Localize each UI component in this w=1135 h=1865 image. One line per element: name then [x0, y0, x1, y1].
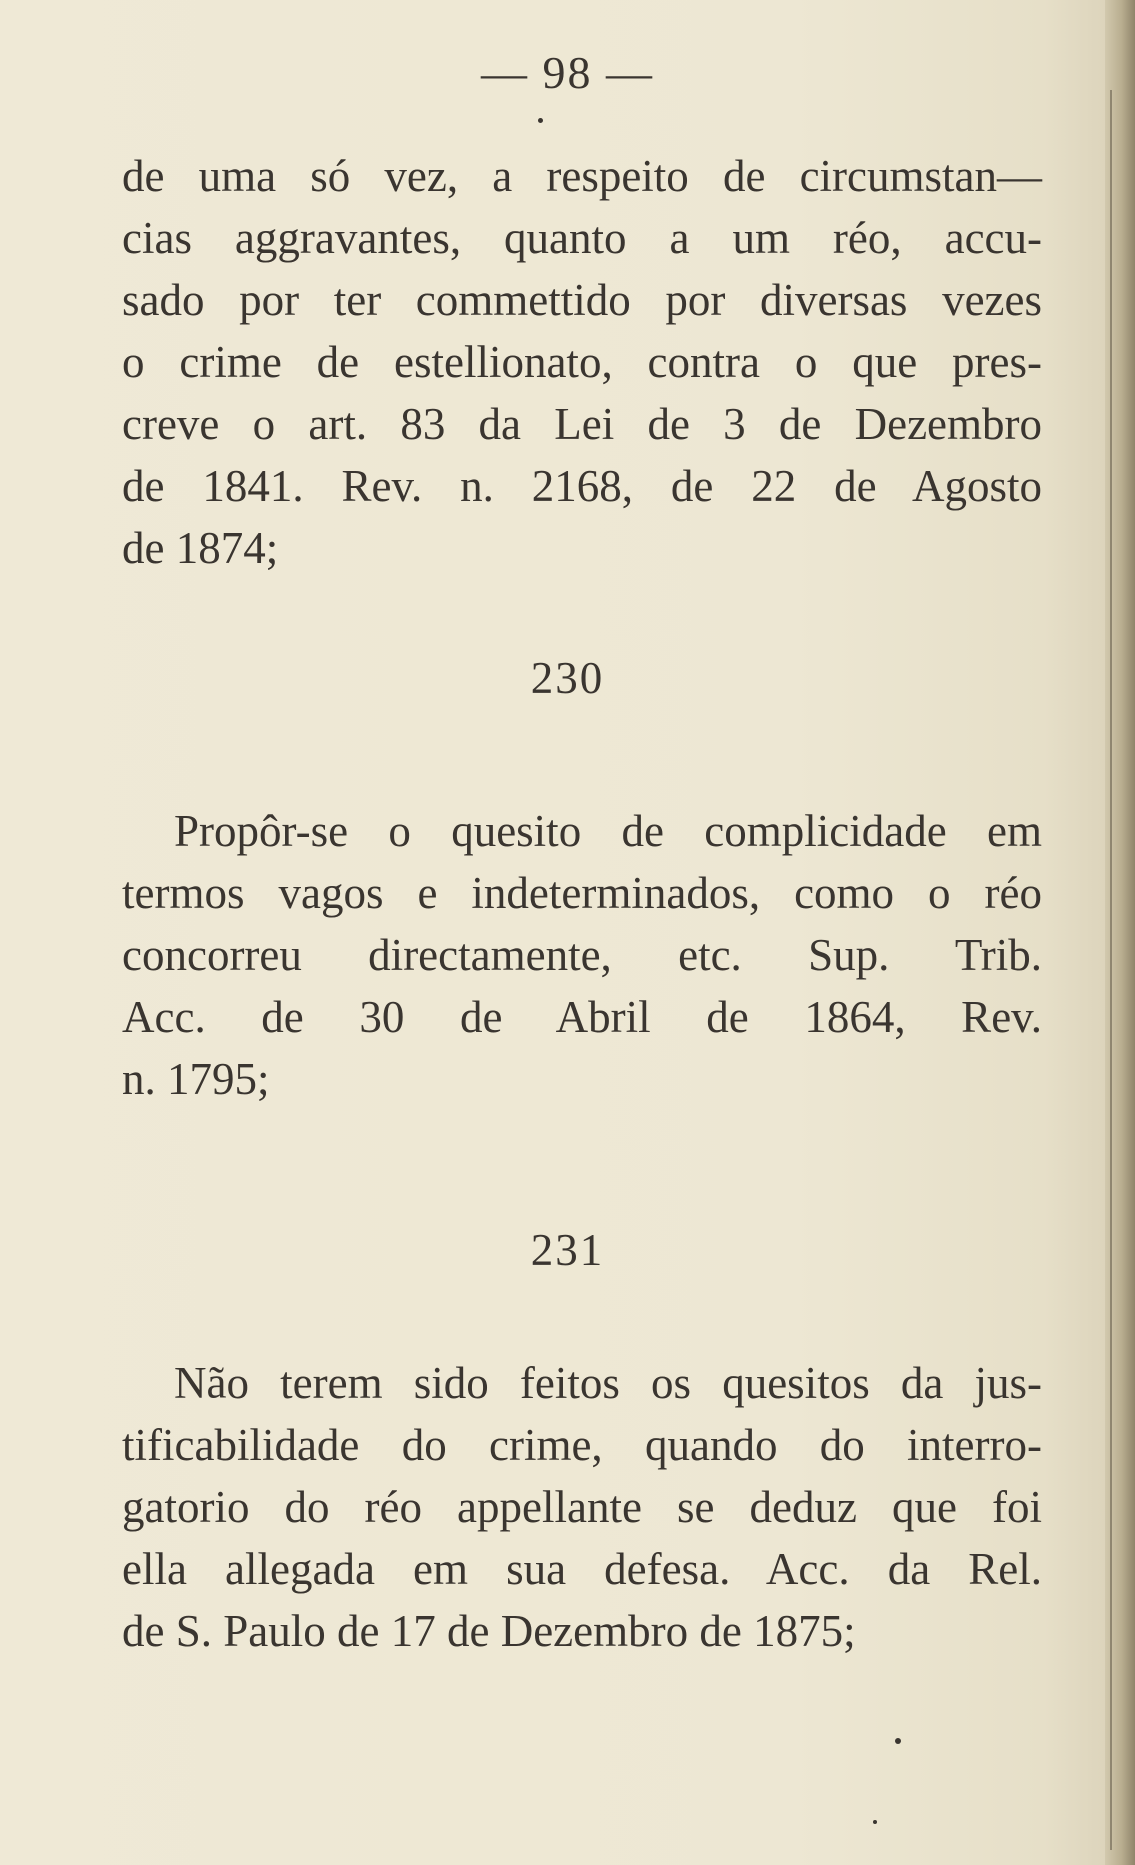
- text-line: ella allegada em sua defesa. Acc. da Rel.: [122, 1544, 1042, 1594]
- paragraph-intro: [122, 145, 1042, 579]
- binding-shadow-line: [1110, 90, 1112, 1850]
- text-line: Propôr-se o quesito de complicidade em: [174, 806, 1042, 856]
- text-line: tificabilidade do crime, quando do interro-: [122, 1420, 1042, 1470]
- paragraph-230: [122, 800, 1042, 1110]
- text-line: de uma só vez, a respeito de circumstan—: [122, 151, 1042, 201]
- text-line: de 1874;: [122, 523, 279, 573]
- page-number: — 98 —: [481, 47, 654, 98]
- text-line: Não terem sido feitos os quesitos da jus-: [174, 1358, 1042, 1408]
- text-line: cias aggravantes, quanto a um réo, accu-: [122, 213, 1042, 263]
- text-line: n. 1795;: [122, 1054, 270, 1104]
- text-line: o crime de estellionato, contra o que pres-: [122, 337, 1042, 387]
- ink-speck: [895, 1738, 901, 1744]
- section-number-230: 230: [530, 653, 605, 703]
- ink-speck: [873, 1820, 877, 1824]
- text-line: creve o art. 83 da Lei de 3 de Dezembro: [122, 399, 1042, 449]
- text-line: termos vagos e indeterminados, como o réo: [122, 868, 1042, 918]
- text-line: Acc. de 30 de Abril de 1864, Rev.: [122, 992, 1042, 1042]
- text-line: gatorio do réo appellante se deduz que foi: [122, 1482, 1042, 1532]
- ink-speck: [538, 118, 543, 123]
- section-number-231: 231: [530, 1225, 605, 1275]
- text-line: de S. Paulo de 17 de Dezembro de 1875;: [122, 1606, 856, 1656]
- text-line: de 1841. Rev. n. 2168, de 22 de Agosto: [122, 461, 1042, 511]
- paragraph-231: [122, 1352, 1042, 1662]
- text-line: sado por ter commettido por diversas vezes: [122, 275, 1042, 325]
- text-line: concorreu directamente, etc. Sup. Trib.: [122, 930, 1042, 980]
